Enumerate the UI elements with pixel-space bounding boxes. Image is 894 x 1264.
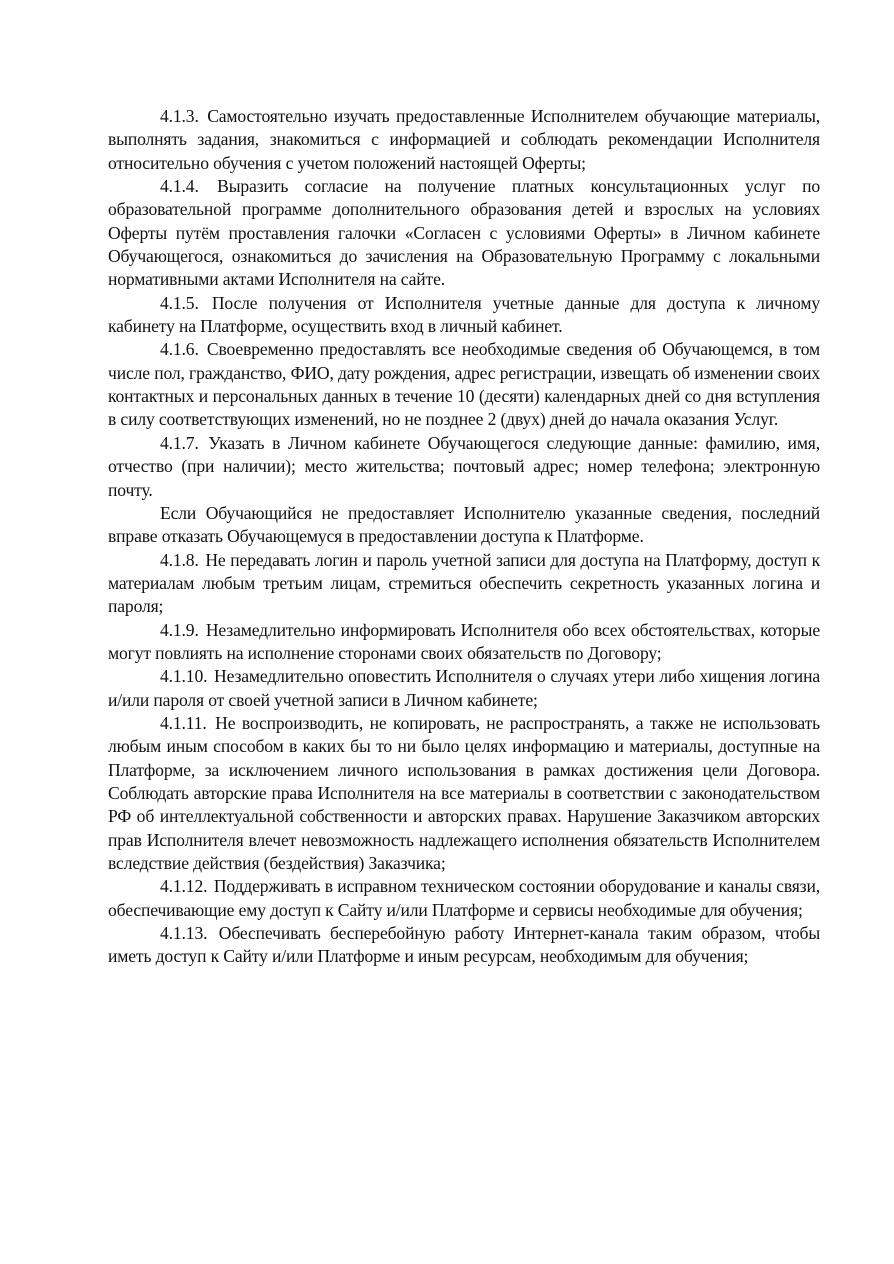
clause-number: 4.1.13. [160, 923, 208, 944]
clause-text: После получения от Исполнителя учетные данные для доступа к личному кабинету на Платформе, осуществить вход в личный кабинет. [108, 292, 820, 337]
clause-text: Выразить согласие на получение платных консультационных услуг по образовательной программе дополнительного образования детей и взрослых на условиях Оферты путём проставления галочки «Согласен с условиями Оферты» в Личном кабинете Обучающегося, ознакомиться до зачисления на Образовательную Программу с локальными нормативными актами Исполнителя на сайте. [108, 176, 821, 290]
clause-number: 4.1.7. [160, 432, 199, 453]
clause-4-1-9 [108, 619, 820, 666]
clause-4-1-3 [108, 105, 820, 175]
clause-number: 4.1.8. [160, 549, 199, 570]
clause-text: Самостоятельно изучать предоставленные Исполнителем обучающие материалы, выполнять задания, знакомиться с информацией и соблюдать рекомендации Исполнителя относительно обучения с учетом положений настоящей Оферты; [108, 106, 820, 173]
clause-number: 4.1.12. [160, 876, 208, 897]
clause-4-1-5 [108, 292, 820, 339]
clause-number: 4.1.6. [160, 339, 199, 360]
clause-number: 4.1.10. [160, 666, 208, 687]
clause-4-1-4 [108, 175, 820, 292]
clause-number: 4.1.4. [160, 176, 199, 197]
clause-4-1-13 [108, 922, 820, 969]
document-page [108, 105, 820, 969]
clause-number: 4.1.3. [160, 106, 199, 126]
clause-text: Незамедлительно информировать Исполнителя обо всех обстоятельствах, которые могут повлиять на исполнение сторонами своих обязательств по Договору; [108, 619, 821, 663]
clause-text: Не передавать логин и пароль учетной записи для доступа на Платформу, доступ к материалам любым третьим лицам, стремиться обеспечить секретность указанных логина и пароля; [108, 549, 820, 617]
clause-4-1-7-note [108, 502, 820, 549]
clause-4-1-8 [108, 549, 820, 619]
clause-4-1-7 [108, 432, 820, 502]
clause-text: Незамедлительно оповестить Исполнителя о случаях утери либо хищения логина и/или пароля от своей учетной записи в Личном кабинете; [108, 666, 820, 710]
clause-text: Поддерживать в исправном техническом состоянии оборудование и каналы связи, обеспечивающие ему доступ к Сайту и/или Платформе и сервисы необходимые для обучения; [108, 876, 820, 920]
clause-text: Если Обучающийся не предоставляет Исполнителю указанные сведения, последний вправе отказать Обучающемуся в предоставлении доступа к Платформе. [108, 502, 820, 547]
clause-number: 4.1.5. [160, 292, 199, 313]
clause-4-1-12 [108, 875, 820, 922]
clause-4-1-10 [108, 665, 820, 712]
clause-4-1-6 [108, 338, 820, 431]
clause-4-1-11 [108, 712, 820, 875]
clause-text: Не воспроизводить, не копировать, не распространять, а также не использовать любым иным способом в каких бы то ни было целях информацию и материалы, доступные на Платформе, за исключением личного использования в рамках достижения цели Договора. Соблюдать авторские права Исполнителя на все материалы в соответствии с законодательством РФ об интеллектуальной собственности и авторских правах. Нарушение Заказчиком авторских прав Исполнителя влечет невозможность надлежащего исполнения обязательств Исполнителем вследствие действия (бездействия) Заказчика; [108, 712, 820, 873]
clause-text: Обеспечивать бесперебойную работу Интернет-канала таким образом, чтобы иметь доступ к Сайту и/или Платформе и иным ресурсам, необходимым для обучения; [108, 923, 820, 967]
clause-number: 4.1.11. [160, 712, 207, 733]
clause-text: Своевременно предоставлять все необходимые сведения об Обучающемся, в том числе пол, гражданство, ФИО, дату рождения, адрес регистрации, извещать об изменении своих контактных и персональных данных в течение 10 (десяти) календарных дней со дня вступления в силу соответствующих изменений, но не позднее 2 (двух) дней до начала оказания Услуг. [108, 339, 821, 430]
clause-text: Указать в Личном кабинете Обучающегося следующие данные: фамилию, имя, отчество (при наличии); место жительства; почтовый адрес; номер телефона; электронную почту. [108, 432, 820, 500]
clause-number: 4.1.9. [160, 619, 199, 640]
